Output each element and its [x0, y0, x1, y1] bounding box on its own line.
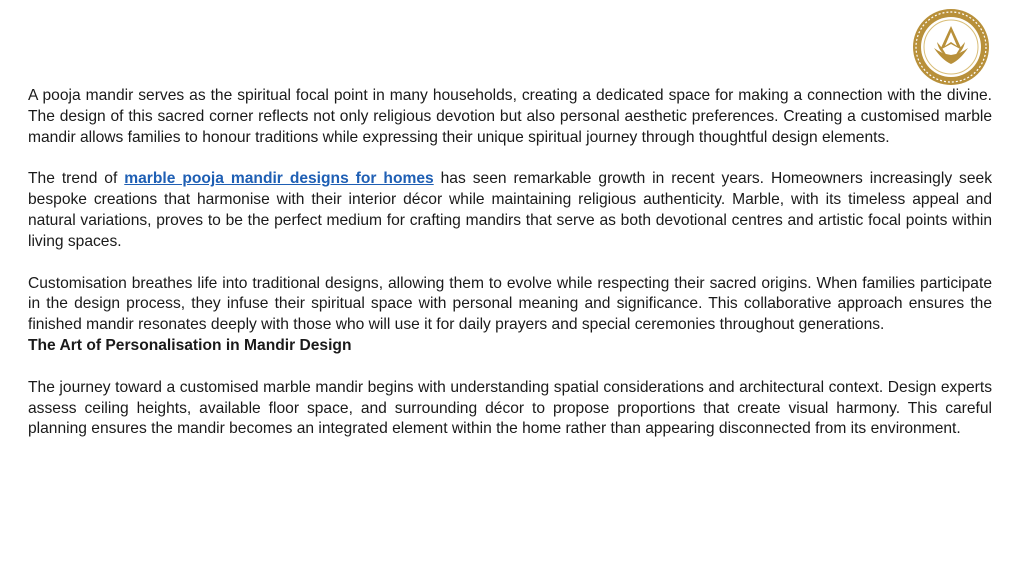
paragraph-gap — [28, 148, 992, 169]
marble-pooja-mandir-link[interactable]: marble pooja mandir designs for homes — [124, 170, 434, 188]
lotus-emblem-icon — [912, 8, 990, 86]
paragraph-trend — [28, 169, 992, 252]
section-heading: The Art of Personalisation in Mandir Design — [28, 336, 352, 354]
brand-logo — [912, 8, 990, 86]
paragraph-journey: The journey toward a customised marble mandir begins with understanding spatial considerations and architectural context. Design experts assess ceiling heights, available floor space, and surrounding décor to propose proportions that create visual harmony. This careful planning ensures the mandir becomes an integrated element within the home rather than appearing disconnected from its environment. — [28, 378, 992, 438]
paragraph-intro: A pooja mandir serves as the spiritual focal point in many households, creating a dedicated space for making a connection with the divine. The design of this sacred corner reflects not only religious devotion but also personal aesthetic preferences. Creating a customised marble mandir allows families to honour traditions while expressing their unique spiritual journey through thoughtful design elements. — [28, 87, 992, 146]
paragraph-gap — [28, 253, 992, 274]
paragraph-customisation: Customisation breathes life into traditional designs, allowing them to evolve while respecting their sacred origins. When families participate in the design process, they infuse their spiritual space with personal meaning and significance. This collaborative approach ensures the finished mandir resonates deeply with those who will use it for daily prayers and special ceremonies throughout generations. — [28, 274, 992, 334]
paragraph-trend-rest: has seen remarkable growth in recent years. Homeowners increasingly seek bespoke creations that harmonise with their interior décor while maintaining religious authenticity. Marble, with its timeless appeal and natural variations, proves to be the perfect medium for crafting mandirs that serve as both devotional centres and artistic focal points within living spaces. — [28, 170, 993, 250]
paragraph-trend-lead: The trend of — [28, 170, 125, 188]
paragraph-gap — [28, 357, 992, 378]
article-body — [28, 86, 992, 440]
